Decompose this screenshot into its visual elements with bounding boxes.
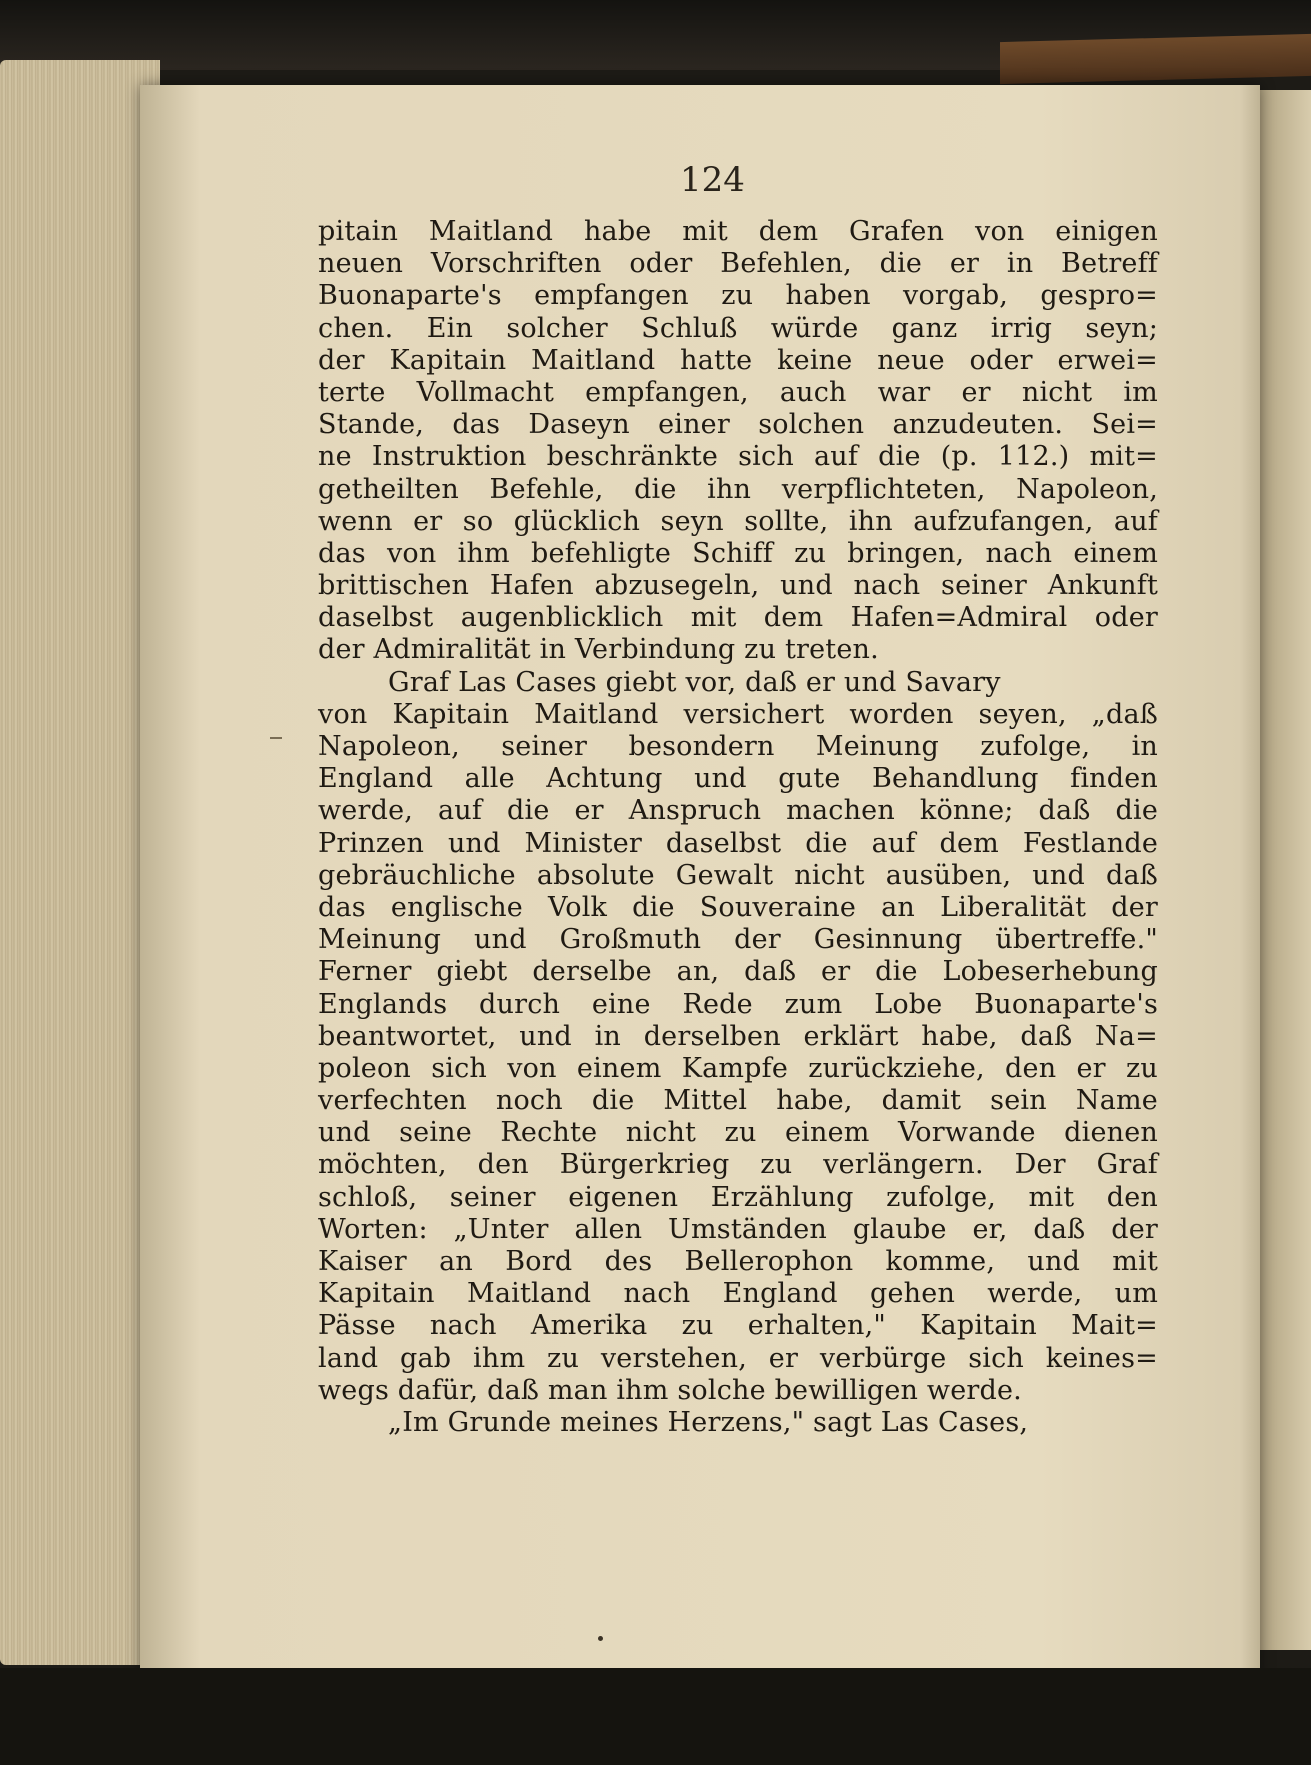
text-line: Ferner giebt derselbe an, daß er die Lobeserhebung — [318, 956, 1158, 988]
book-cover-edge — [1000, 34, 1311, 84]
text-line: ne Instruktion beschränkte sich auf die (p. 112.) mit= — [318, 441, 1158, 473]
text-line: daselbst augenblicklich mit dem Hafen=Admiral oder — [318, 602, 1158, 634]
text-line: das englische Volk die Souveraine an Liberalität der — [318, 891, 1158, 923]
page-text — [318, 216, 1158, 1439]
text-line: getheilten Befehle, die ihn verpflichteten, Napoleon, — [318, 473, 1158, 505]
text-line: Graf Las Cases giebt vor, daß er und Savary — [388, 666, 1001, 698]
text-line: verfechten noch die Mittel habe, damit sein Name — [318, 1085, 1158, 1117]
text-line: das von ihm befehligte Schiff zu bringen, nach einem — [318, 537, 1158, 569]
text-line: Meinung und Großmuth der Gesinnung übertreffe." — [318, 924, 1158, 956]
text-line: von Kapitain Maitland versichert worden seyen, „daß — [318, 698, 1158, 730]
text-line: „Im Grunde meines Herzens," sagt Las Cases, — [388, 1406, 1029, 1438]
text-line: England alle Achtung und gute Behandlung finden — [318, 763, 1158, 795]
margin-mark — [270, 737, 282, 739]
text-line: möchten, den Bürgerkrieg zu verlängern. Der Graf — [318, 1149, 1158, 1181]
text-line: brittischen Hafen abzusegeln, und nach seiner Ankunft — [318, 570, 1158, 602]
page-edges — [0, 60, 160, 1665]
text-line: pitain Maitland habe mit dem Grafen von einigen — [318, 216, 1158, 247]
background-bottom — [0, 1668, 1311, 1765]
text-line: Kaiser an Bord des Bellerophon komme, und mit — [318, 1246, 1158, 1277]
ink-dot — [598, 1636, 603, 1641]
text-line: der Admiralität in Verbindung zu treten. — [318, 634, 879, 666]
text-line: der Kapitain Maitland hatte keine neue oder erwei= — [318, 344, 1158, 376]
text-line: beantwortet, und in derselben erklärt habe, daß Na= — [318, 1020, 1158, 1052]
text-line: Kapitain Maitland nach England gehen werde, um — [318, 1278, 1158, 1310]
text-line: terte Vollmacht empfangen, auch war er nicht im — [318, 376, 1158, 408]
text-line: schloß, seiner eigenen Erzählung zufolge, mit den — [318, 1181, 1158, 1213]
text-line: neuen Vorschriften oder Befehlen, die er in Betreff — [318, 248, 1158, 280]
text-line: wegs dafür, daß man ihm solche bewilligen werde. — [318, 1374, 1022, 1406]
text-line: Prinzen und Minister daselbst die auf dem Festlande — [318, 827, 1158, 859]
text-line: chen. Ein solcher Schluß würde ganz irrig seyn; — [318, 312, 1158, 344]
text-line: poleon sich von einem Kampfe zurückziehe, den er zu — [318, 1052, 1158, 1084]
text-line: gebräuchliche absolute Gewalt nicht ausüben, und daß — [318, 859, 1158, 891]
text-line: Englands durch eine Rede zum Lobe Buonaparte's — [318, 988, 1158, 1020]
text-line: wenn er so glücklich seyn sollte, ihn aufzufangen, auf — [318, 505, 1158, 537]
page-number: 124 — [680, 160, 745, 200]
text-line: land gab ihm zu verstehen, er verbürge sich keines= — [318, 1342, 1158, 1374]
text-line: Stande, das Daseyn einer solchen anzudeuten. Sei= — [318, 409, 1158, 441]
text-line: Napoleon, seiner besondern Meinung zufolge, in — [318, 731, 1158, 762]
text-line: Buonaparte's empfangen zu haben vorgab, gespro= — [318, 280, 1158, 312]
text-line: Worten: „Unter allen Umständen glaube er, daß der — [318, 1213, 1158, 1245]
text-line: Pässe nach Amerika zu erhalten," Kapitain Mait= — [318, 1310, 1158, 1342]
text-line: werde, auf die er Anspruch machen könne; daß die — [318, 795, 1158, 827]
text-line: und seine Rechte nicht zu einem Vorwande dienen — [318, 1117, 1158, 1149]
